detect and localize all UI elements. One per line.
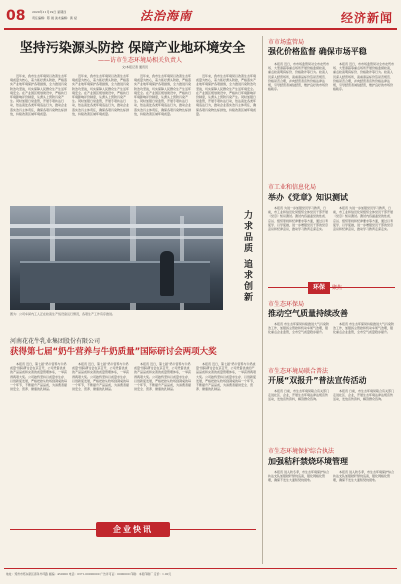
right-body-1a xyxy=(268,62,330,177)
right-body-5-text: 本报讯 进入秋冬季，市生态环境保护综合执法支队加强秸秆禁烧巡查，强化网格化管理，确保不发生大面积焚烧现象。 xyxy=(268,470,329,483)
bottom-body-text: 本报讯 近日，第七届“奶牛营养与牛奶质量”国际研讨会在京召开，公司凭借优质的产品品质和完善的质量管理体系，一举获得两项大奖。公司始终坚持以质量求生存、以创新促发展，严格把控从牧场到餐桌的每一个环节，不断提升产品品质，为消费者提供安全、营养、健康的乳制品。 xyxy=(72,362,130,392)
right-body-1-text: 本报讯 近日，市市场监管局对全市农贸市场、大型商超等重点场所开展价格监督检查，重点检查明码标价、价格欺诈等行为。检查人员深入经营场所，查看商品标价签是否规范、价格是否合理，并向经营者宣传价格法律法规，引导经营者诚信经营，维护良好的市场价格秩序。 xyxy=(268,62,329,92)
right-body-5b xyxy=(333,470,395,560)
environment-banner xyxy=(268,282,395,294)
lead-byline: 文/本报记者 通讯员 xyxy=(122,65,148,69)
pipe-shape xyxy=(10,224,223,228)
lead-body-text: 近年来，我市生态环境局以改善生态环境质量为核心，着力抓好源头防控，严格落实产业地环境保护各项措施，全力推进污染防治攻坚战，切实保障人民群众生产生活环境安全。在产业园区规划建设中，严格执行环境影响评价制度，从源头上预防污染产生。同时加强日常监管，开展专项执法行动，依法查处各类环境违法行为，推动企业落实治污主体责任，确保各项污染物达标排放，持续改善区域环境质量。 xyxy=(196,74,256,116)
right-body-5a xyxy=(268,470,330,560)
right-headline-4: 开展“双报升”普法宣传活动 xyxy=(268,376,367,385)
right-body-3b xyxy=(333,322,395,362)
vertical-slogan: 力求品质 追求创新 xyxy=(242,210,252,304)
right-body-2b xyxy=(333,206,395,276)
worker-shape xyxy=(160,251,174,296)
right-body-4-text: 本报讯 日前，市生态环境局联合有关部门走进社区、企业，开展生态环境法律法规宣传活动，发放宣传资料，解答群众咨询。 xyxy=(333,389,394,402)
bottom-body-col-2 xyxy=(72,362,130,512)
footer-rule xyxy=(4,568,397,569)
lead-body-text: 近年来，我市生态环境局以改善生态环境质量为核心，着力抓好源头防控，严格落实产业地环境保护各项措施，全力推进污染防治攻坚战，切实保障人民群众生产生活环境安全。在产业园区规划建设中，严格执行环境影响评价制度，从源头上预防污染产生。同时加强日常监管，开展专项执法行动，依法查处各类环境违法行为，推动企业落实治污主体责任，确保各项污染物达标排放，持续改善区域环境质量。 xyxy=(10,74,68,116)
bottom-kicker: 河南花花牛乳业集团股份有限公司 xyxy=(10,338,101,345)
right-body-3-text: 本报讯 市生态环保局持续推进大气污染防治工作，加强扬尘管控和机动车尾气治理，强化重点企业监管，全市空气质量稳步提升。 xyxy=(333,322,394,335)
lead-body-col-1 xyxy=(10,74,68,202)
pipe-shape xyxy=(10,236,223,239)
environment-banner-label: 环保 xyxy=(308,282,330,294)
right-headline-5: 加强秸秆禁烧环境管理 xyxy=(268,457,348,466)
right-body-2a xyxy=(268,206,330,276)
bottom-body-text: 本报讯 近日，第七届“奶牛营养与牛奶质量”国际研讨会在京召开，公司凭借优质的产品品质和完善的质量管理体系，一举获得两项大奖。公司始终坚持以质量求生存、以创新促发展，严格把控从牧场到餐桌的每一个环节，不断提升产品品质，为消费者提供安全、营养、健康的乳制品。 xyxy=(134,362,192,392)
enterprise-banner xyxy=(10,520,256,540)
right-body-4-text: 本报讯 日前，市生态环境局联合有关部门走进社区、企业，开展生态环境法律法规宣传活动，发放宣传资料，解答群众咨询。 xyxy=(268,389,329,402)
right-kicker-1: 市市场监管局 xyxy=(268,39,305,46)
right-kicker-5: 市生态环境保护综合执法 xyxy=(268,448,335,455)
right-body-3-text: 本报讯 市生态环保局持续推进大气污染防治工作，加强扬尘管控和机动车尾气治理，强化重点企业监管，全市空气质量稳步提升。 xyxy=(268,322,329,335)
right-headline-3: 推动空气质量持续改善 xyxy=(268,309,348,318)
factory-photo xyxy=(10,206,223,310)
right-headline-2: 举办《党章》知识测试 xyxy=(268,193,348,202)
right-body-4a xyxy=(268,389,330,441)
right-body-2-text: 本报讯 为进一步加强党员学习教育，日前，市工业和信息化局组织全体党员干部开展《党章》知识测试。测试内容涵盖党的性质、宗旨、组织原则和纪律要求等方面，通过以考促学、以学促做，进一步增强党员干部的党章意识和纪律意识，推动学习教育走深走实。 xyxy=(333,206,394,232)
lead-body-col-4 xyxy=(196,74,256,202)
environment-banner-sub: 聚焦 xyxy=(332,285,343,291)
machinery-shape xyxy=(20,261,210,303)
section-title: 经济新闻 xyxy=(340,11,393,25)
footer-text: 地址：郑州市郑东新区商务外环路 邮编：450000 电话：0371-00000000 广告许可证：0000000 印刷：本报印刷厂 定价：1.00元 xyxy=(6,572,172,576)
bottom-body-col-4 xyxy=(196,362,256,512)
photo-caption: 图为：公司车间内工人正在检查生产线设备运行情况，各项生产工作有序推进。 xyxy=(10,312,116,316)
lead-body-col-2 xyxy=(72,74,130,202)
lead-body-text: 近年来，我市生态环境局以改善生态环境质量为核心，着力抓好源头防控，严格落实产业地环境保护各项措施，全力推进污染防治攻坚战，切实保障人民群众生产生活环境安全。在产业园区规划建设中，严格执行环境影响评价制度，从源头上预防污染产生。同时加强日常监管，开展专项执法行动，依法查处各类环境违法行为，推动企业落实治污主体责任，确保各项污染物达标排放，持续改善区域环境质量。 xyxy=(72,74,130,116)
lead-headline: 坚持污染源头防控 保障产业地环境安全 xyxy=(19,41,246,56)
right-body-3a xyxy=(268,322,330,362)
right-kicker-3: 市生态环保局 xyxy=(268,301,305,308)
right-body-2-text: 本报讯 为进一步加强党员学习教育，日前，市工业和信息化局组织全体党员干部开展《党章》知识测试。测试内容涵盖党的性质、宗旨、组织原则和纪律要求等方面，通过以考促学、以学促做，进一步增强党员干部的党章意识和纪律意识，推动学习教育走深走实。 xyxy=(268,206,329,232)
bottom-body-col-3 xyxy=(134,362,192,512)
right-body-1b xyxy=(333,62,395,177)
bottom-body-col-1 xyxy=(10,362,68,512)
edition-info: 责任编辑：陈 晨 美术编辑：黄 斌 xyxy=(32,16,77,20)
lead-body-col-3 xyxy=(134,74,192,202)
page-number: 08 xyxy=(6,8,26,24)
enterprise-banner-label: 企业快讯 xyxy=(96,522,170,537)
column-divider xyxy=(262,36,263,564)
masthead xyxy=(0,0,401,30)
lead-subheadline: ——访市生态环境局相关负责人 xyxy=(97,57,182,64)
right-kicker-2: 市工业和信息化局 xyxy=(268,184,317,191)
bottom-body-text: 本报讯 近日，第七届“奶牛营养与牛奶质量”国际研讨会在京召开，公司凭借优质的产品品质和完善的质量管理体系，一举获得两项大奖。公司始终坚持以质量求生存、以创新促发展，严格把控从牧场到餐桌的每一个环节，不断提升产品品质，为消费者提供安全、营养、健康的乳制品。 xyxy=(196,362,256,392)
right-headline-1: 强化价格监督 确保市场平稳 xyxy=(268,47,367,56)
right-kicker-4: 市生态环境局联合普法 xyxy=(268,368,329,375)
right-body-4b xyxy=(333,389,395,441)
date-line: 2020年11月19日 星期四 xyxy=(32,10,67,14)
paper-logo: 法治海南 xyxy=(140,9,193,23)
masthead-rule xyxy=(4,28,397,30)
right-body-5-text: 本报讯 进入秋冬季，市生态环境保护综合执法支队加强秸秆禁烧巡查，强化网格化管理，确保不发生大面积焚烧现象。 xyxy=(333,470,394,483)
bottom-headline: 获得第七届“奶牛营养与牛奶质量”国际研讨会两项大奖 xyxy=(10,347,217,357)
lead-body-text: 近年来，我市生态环境局以改善生态环境质量为核心，着力抓好源头防控，严格落实产业地环境保护各项措施，全力推进污染防治攻坚战，切实保障人民群众生产生活环境安全。在产业园区规划建设中，严格执行环境影响评价制度，从源头上预防污染产生。同时加强日常监管，开展专项执法行动，依法查处各类环境违法行为，推动企业落实治污主体责任，确保各项污染物达标排放，持续改善区域环境质量。 xyxy=(134,74,192,116)
right-body-1-text: 本报讯 近日，市市场监管局对全市农贸市场、大型商超等重点场所开展价格监督检查，重点检查明码标价、价格欺诈等行为。检查人员深入经营场所，查看商品标价签是否规范、价格是否合理，并向经营者宣传价格法律法规，引导经营者诚信经营，维护良好的市场价格秩序。 xyxy=(333,62,394,92)
bottom-body-text: 本报讯 近日，第七届“奶牛营养与牛奶质量”国际研讨会在京召开，公司凭借优质的产品品质和完善的质量管理体系，一举获得两项大奖。公司始终坚持以质量求生存、以创新促发展，严格把控从牧场到餐桌的每一个环节，不断提升产品品质，为消费者提供安全、营养、健康的乳制品。 xyxy=(10,362,68,392)
